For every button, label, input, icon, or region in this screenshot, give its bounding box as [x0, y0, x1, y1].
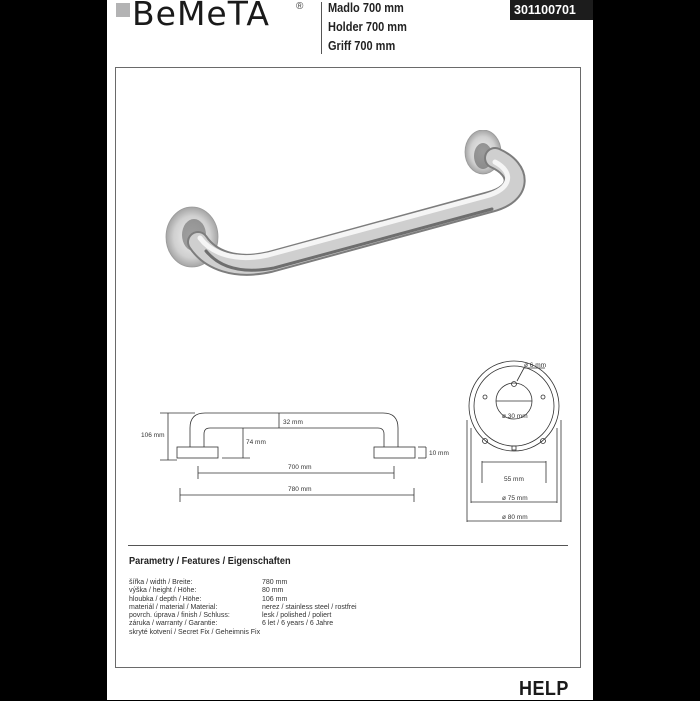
param-label: hloubka / depth / Höhe:	[129, 595, 202, 603]
param-label: šířka / width / Breite:	[129, 579, 193, 586]
params-table	[129, 579, 357, 637]
param-value: lesk / polished / poliert	[262, 612, 332, 620]
param-value: nerez / stainless steel / rostfrei	[262, 603, 357, 611]
dim-flange-thickness: 10 mm	[429, 450, 449, 457]
param-label: výška / height / Höhe:	[129, 587, 197, 595]
param-value: 80 mm	[262, 587, 284, 595]
dim-inner-height: 74 mm	[246, 439, 266, 446]
param-value: 6 let / 6 years / 6 Jahre	[262, 620, 334, 628]
param-row-warranty	[129, 620, 357, 628]
title-cz: Madlo 700 mm	[328, 1, 404, 15]
product-code-badge: 301100701	[510, 0, 593, 20]
params-title: Parametry / Features / Eigenschaften	[129, 556, 291, 567]
brand-logo: BeMeTA	[132, 0, 270, 33]
dim-inner-diameter: ø 75 mm	[502, 495, 528, 502]
param-row-secret-fix	[129, 629, 357, 637]
help-label: HELP	[519, 678, 569, 700]
param-label: materiál / material / Material:	[129, 603, 218, 611]
param-row-finish	[129, 612, 357, 620]
title-de: Griff 700 mm	[328, 39, 396, 53]
dim-outer-diameter: ø 80 mm	[502, 514, 528, 521]
section-divider	[128, 545, 568, 546]
param-label: skryté kotvení / Secret Fix / Geheimnis Fix	[129, 628, 261, 636]
dim-hole-spacing: 55 mm	[504, 476, 524, 483]
dim-screw-hole: ø 6 mm	[524, 362, 547, 369]
dim-height-total: 106 mm	[141, 432, 165, 439]
param-label: povrch. úprava / finish / Schluss:	[129, 612, 230, 620]
dim-total-width: 780 mm	[288, 486, 312, 493]
registered-mark: ®	[296, 1, 304, 12]
param-row-height	[129, 587, 357, 595]
param-value: 780 mm	[262, 579, 288, 586]
param-row-width	[129, 579, 357, 587]
dim-tube-diameter: 32 mm	[283, 419, 303, 426]
dim-inner-hole: ø 30 mm	[502, 413, 528, 420]
param-label: záruka / warranty / Garantie:	[129, 620, 218, 628]
param-row-depth	[129, 596, 357, 604]
dim-center-distance: 700 mm	[288, 464, 312, 471]
title-en: Holder 700 mm	[328, 20, 407, 34]
param-value: 106 mm	[262, 595, 288, 603]
param-row-material	[129, 604, 357, 612]
